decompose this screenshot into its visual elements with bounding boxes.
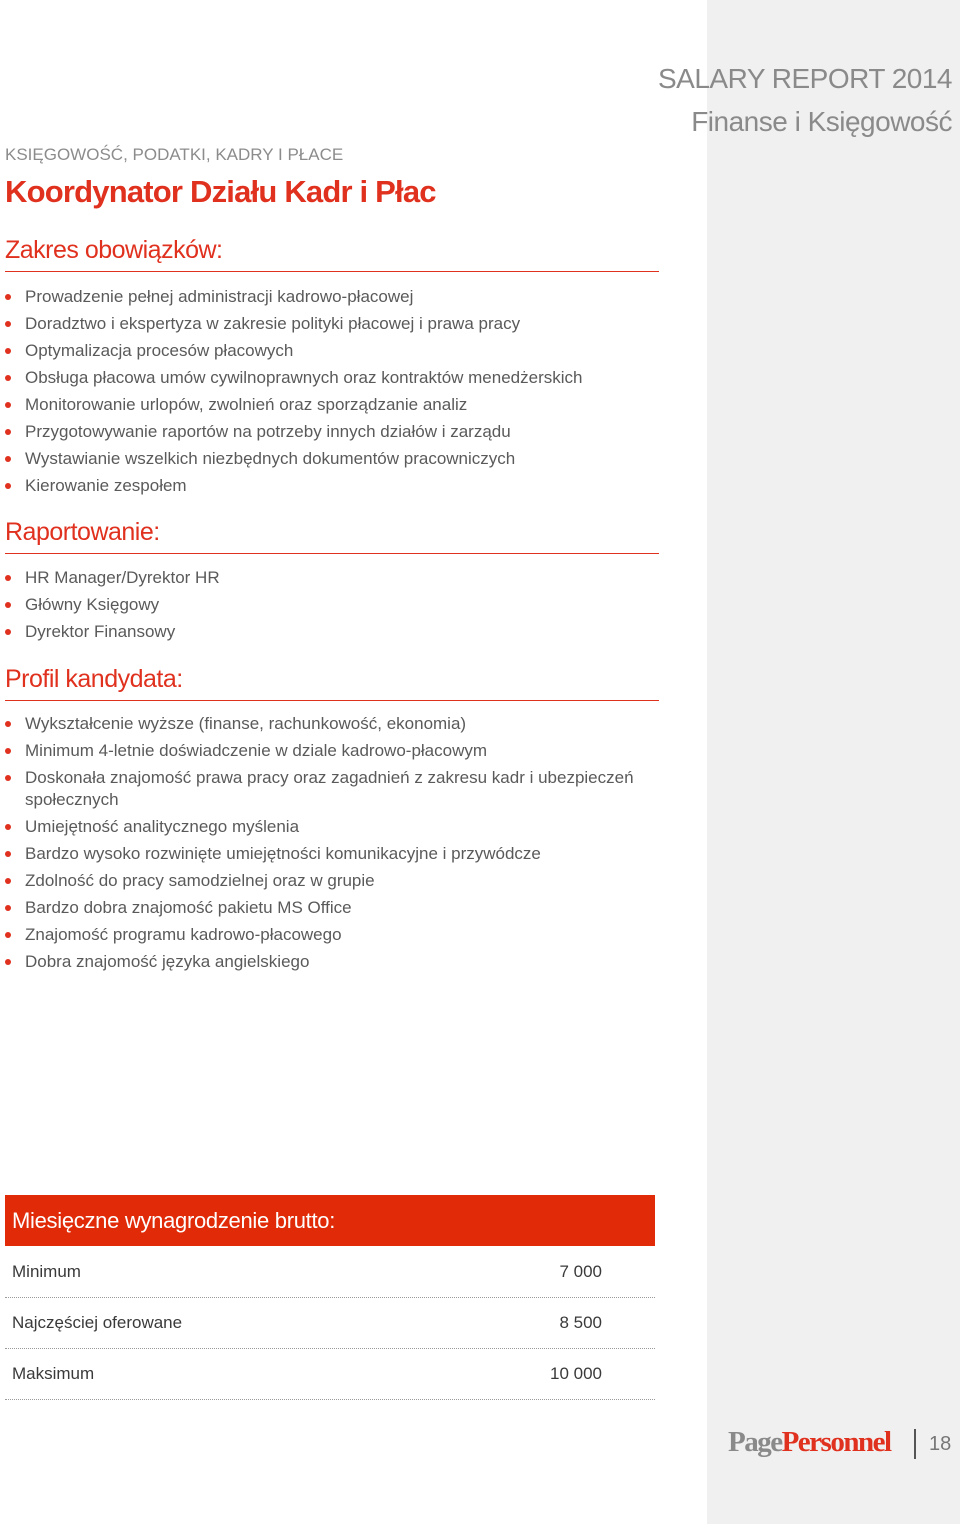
list-item: Optymalizacja procesów płacowych	[5, 340, 665, 362]
salary-row-typical	[5, 1299, 655, 1349]
reporting-list	[5, 567, 665, 648]
list-item: Dyrektor Finansowy	[5, 621, 665, 643]
list-item: Umiejętność analitycznego myślenia	[5, 816, 665, 838]
salary-row-minimum	[5, 1248, 655, 1298]
list-item: Doskonała znajomość prawa pracy oraz zagadnień z zakresu kadr i ubezpieczeń społecznych	[5, 767, 655, 811]
salary-row-maximum	[5, 1350, 655, 1400]
list-item: Doradztwo i ekspertyza w zakresie polityki płacowej i prawa pracy	[5, 313, 665, 335]
right-sidebar	[707, 0, 960, 1524]
list-item: Prowadzenie pełnej administracji kadrowo-płacowej	[5, 286, 665, 308]
list-item: Znajomość programu kadrowo-płacowego	[5, 924, 665, 946]
list-item: Kierowanie zespołem	[5, 475, 665, 497]
list-item: Wykształcenie wyższe (finanse, rachunkowość, ekonomia)	[5, 713, 665, 735]
salary-label: Minimum	[12, 1262, 81, 1281]
page-number: 18	[929, 1433, 952, 1455]
list-item: Przygotowywanie raportów na potrzeby innych działów i zarządu	[5, 421, 665, 443]
list-item: Dobra znajomość języka angielskiego	[5, 951, 665, 973]
page-number-divider	[914, 1429, 916, 1459]
list-item: Główny Księgowy	[5, 594, 665, 616]
reporting-heading: Raportowanie:	[5, 518, 659, 554]
profile-heading: Profil kandydata:	[5, 665, 659, 701]
salary-label: Maksimum	[12, 1364, 95, 1383]
salary-label: Najczęściej oferowane	[12, 1313, 183, 1332]
list-item: Bardzo dobra znajomość pakietu MS Office	[5, 897, 665, 919]
salary-heading: Miesięczne wynagrodzenie brutto:	[5, 1195, 655, 1246]
list-item: HR Manager/Dyrektor HR	[5, 567, 665, 589]
logo-personnel-text: Personnel	[781, 1426, 891, 1458]
list-item: Monitorowanie urlopów, zwolnień oraz sporządzanie analiz	[5, 394, 665, 416]
list-item: Minimum 4-letnie doświadczenie w dziale kadrowo-płacowym	[5, 740, 665, 762]
category-label: KSIĘGOWOŚĆ, PODATKI, KADRY I PŁACE	[5, 145, 344, 164]
duties-list	[5, 286, 665, 502]
job-title: Koordynator Działu Kadr i Płac	[5, 174, 436, 209]
duties-heading: Zakres obowiązków:	[5, 236, 659, 272]
report-subtitle: Finanse i Księgowość	[691, 106, 952, 137]
list-item: Obsługa płacowa umów cywilnoprawnych oraz kontraktów menedżerskich	[5, 367, 665, 389]
logo-page-text: Page	[728, 1426, 782, 1458]
pagepersonnel-logo	[728, 1426, 891, 1459]
salary-value: 7 000	[559, 1262, 602, 1281]
salary-value: 8 500	[559, 1313, 602, 1332]
salary-value: 10 000	[550, 1364, 602, 1383]
profile-list	[5, 713, 665, 978]
report-title: SALARY REPORT 2014	[658, 63, 952, 94]
list-item: Bardzo wysoko rozwinięte umiejętności komunikacyjne i przywódcze	[5, 843, 665, 865]
list-item: Wystawianie wszelkich niezbędnych dokumentów pracowniczych	[5, 448, 665, 470]
list-item: Zdolność do pracy samodzielnej oraz w grupie	[5, 870, 665, 892]
